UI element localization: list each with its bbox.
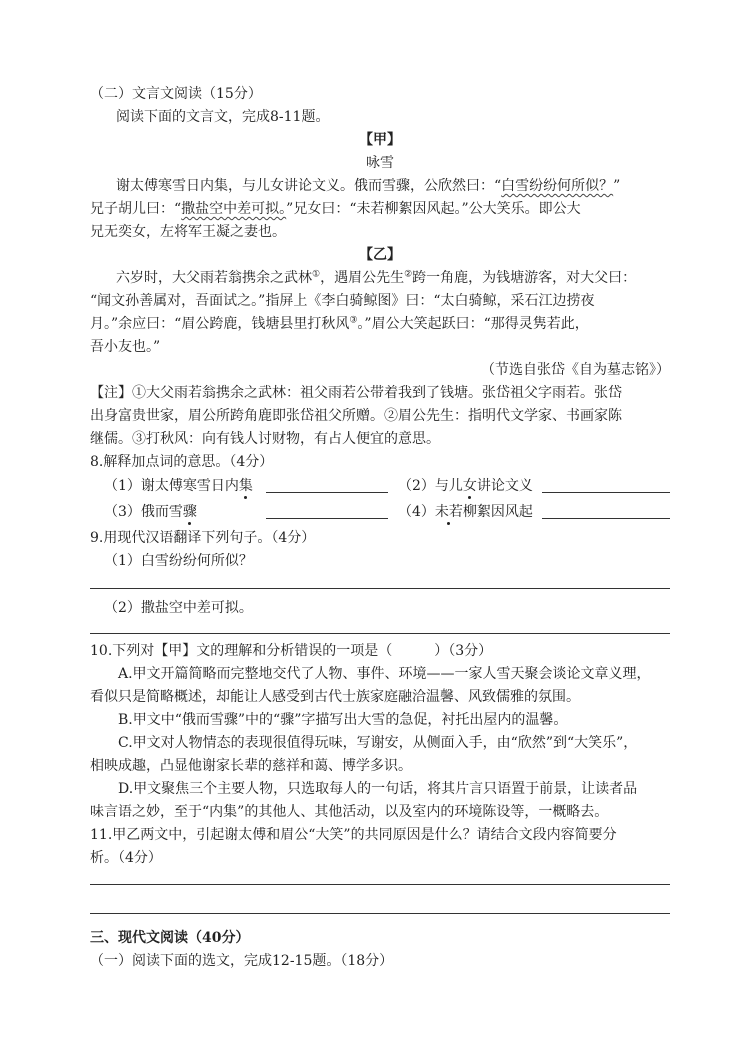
q8-item-2: （2）与儿女讲论文义	[398, 478, 533, 494]
q11-stem-line-2: 析。（4分）	[90, 850, 162, 866]
dotted-word-2: 女	[462, 478, 477, 494]
notes-line-3: 继儒。③打秋风：向有钱人讨财物，有占人便宜的意思。	[90, 431, 440, 447]
q8-answer-blank-3[interactable]	[266, 518, 388, 519]
q8-answer-blank-1[interactable]	[266, 492, 388, 493]
passage-yi-line-2: “闻文孙善属对，吾面试之。”指屏上《李白骑鲸图》曰：“太白骑鲸，采石江边捞夜	[90, 293, 595, 309]
q8-item-4: （4）未若柳絮因风起	[398, 504, 533, 520]
q8-stem: 8.解释加点词的意思。（4分）	[90, 454, 274, 470]
q8-answer-blank-4[interactable]	[542, 518, 670, 519]
q9-answer-line-1[interactable]	[90, 588, 670, 589]
q10-option-d-line-1: D.甲文聚焦三个主要人物，只选取每人的一句话，将其片言只语置于前景，让读者品	[118, 781, 638, 797]
q10-option-d-line-2: 味言语之妙，至于“内集”的其他人、其他活动，以及室内的环境陈设等，一概略去。	[90, 804, 609, 820]
notes-line-2: 出身富贵世家，眉公所跨角鹿即张岱祖父所赠。②眉公先生：指明代文学家、书画家陈	[90, 408, 622, 424]
dotted-word-3: 骤	[182, 504, 197, 520]
wavy-sentence-1: 白雪纷纷何所似？	[501, 178, 614, 194]
q10-option-c-line-2: 相映成趣，凸显他谢家长辈的慈祥和蔼、博学多识。	[90, 758, 412, 774]
q9-stem: 9.用现代汉语翻译下列句子。（4分）	[90, 530, 316, 546]
q9-answer-line-2[interactable]	[90, 633, 670, 634]
passage-jia-line-1: 谢太傅寒雪日内集，与儿女讲论文义。俄而雪骤，公欣然曰：“白雪纷纷何所似？”	[116, 178, 621, 194]
section2-heading: （二）文言文阅读（15分）	[90, 86, 262, 102]
q8-answer-blank-2[interactable]	[542, 492, 670, 493]
q11-stem-line-1: 11.甲乙两文中，引起谢太傅和眉公“大笑”的共同原因是什么？请结合文段内容简要分	[90, 827, 617, 843]
q8-item-1: （1）谢太傅寒雪日内集	[104, 478, 253, 494]
q8-item-3: （3）俄而雪骤	[104, 504, 197, 520]
passage-yi-line-1: 六岁时，大父雨若翁携余之武林①，遇眉公先生②跨一角鹿，为钱塘游客，对大父曰：	[116, 269, 637, 286]
note-marker-2: ②	[404, 269, 413, 280]
note-marker-1: ①	[312, 269, 321, 280]
section3-heading: 三、现代文阅读（40分）	[90, 930, 250, 946]
q10-option-b: B.甲文中“俄而雪骤”中的“骤”字描写出大雪的急促，衬托出屋内的温馨。	[118, 712, 568, 728]
passage-yi-line-4: 吾小友也。”	[90, 339, 161, 355]
wavy-sentence-2: 撒盐空中差可拟。	[181, 201, 287, 217]
passage-yi-tag: 【乙】	[359, 247, 401, 263]
passage-jia-line-3: 兄无奕女，左将军王凝之妻也。	[90, 224, 286, 240]
section3-sub: （一）阅读下面的选文，完成12-15题。（18分）	[90, 953, 394, 969]
q11-answer-line-1[interactable]	[90, 884, 670, 885]
dotted-word-1: 集	[238, 478, 253, 494]
passage-yi-source: （节选自张岱《自为墓志铭》）	[481, 362, 670, 378]
passage-yi-line-3: 月。”余应曰：“眉公跨鹿，钱塘县里打秋风③。”眉公大笑起跃曰：“那得灵隽若此，	[90, 315, 589, 332]
q11-answer-line-2[interactable]	[90, 913, 670, 914]
q10-option-a-line-1: A.甲文开篇简略而完整地交代了人物、事件、环境——一家人雪天聚会谈论文章义理，	[118, 666, 651, 682]
q9-item-1: （1）白雪纷纷何所似？	[104, 553, 253, 569]
q9-item-2: （2）撒盐空中差可拟。	[104, 600, 253, 616]
passage-jia-title: 咏雪	[366, 155, 394, 171]
notes-line-1: 【注】①大父雨若翁携余之武林：祖父雨若公带着我到了钱塘。张岱祖父字雨若。张岱	[90, 385, 622, 401]
q10-option-c-line-1: C.甲文对人物情态的表现很值得玩味，写谢安，从侧面入手，由“欣然”到“大笑乐”，	[118, 735, 638, 751]
dotted-word-4: 未若	[434, 504, 463, 520]
note-marker-3: ③	[349, 315, 358, 326]
passage-jia-line-2: 兄子胡儿曰：“撒盐空中差可拟。”兄女曰：“未若柳絮因风起。”公大笑乐。即公大	[90, 201, 581, 217]
section2-instruction: 阅读下面的文言文，完成8-11题。	[116, 109, 330, 125]
passage-jia-tag: 【甲】	[359, 132, 401, 148]
q10-option-a-line-2: 看似只是简略概述，却能让人感受到古代士族家庭融洽温馨、风致儒雅的氛围。	[90, 689, 580, 705]
q10-stem: 10.下列对【甲】文的理解和分析错误的一项是（ ）（3分）	[90, 643, 493, 659]
